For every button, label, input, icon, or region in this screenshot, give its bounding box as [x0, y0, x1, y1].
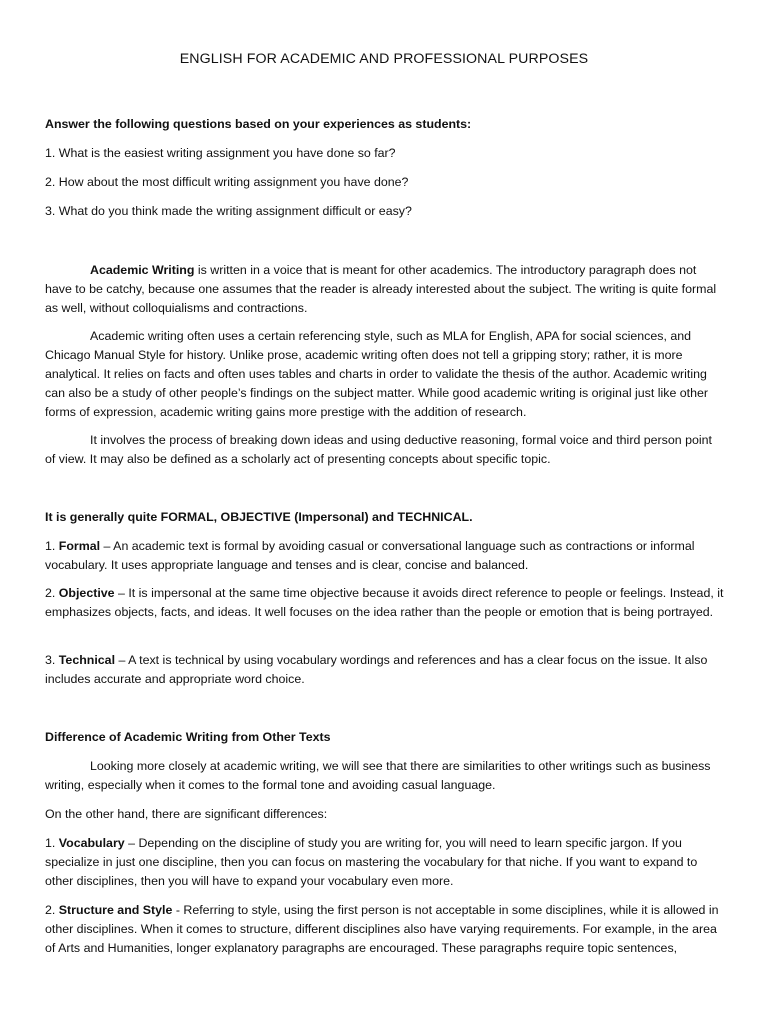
referencing-paragraph: Academic writing often uses a certain referencing style, such as MLA for English, APA for social sciences, and Chicago Manual Style for history. Unlike prose, academic writing often does not tell a gripping story; rather, it is more analytical. It relies on facts and often uses tables and charts in order to validate the thesis of the author. Academic writing can also be a study of other people’s findings on the subject matter. While good academic writing is original just like other forms of expression, academic writing gains more prestige with the addition of research.	[45, 329, 709, 419]
item-text: – It is impersonal at the same time objective because it avoids direct reference to people or feelings. Instead, it emphasizes objects, facts, and ideas. It well focuses on the idea rather than the people or emotion that is being portrayed.	[45, 586, 724, 619]
difference-vocabulary	[45, 834, 725, 891]
characteristic-formal	[45, 537, 725, 575]
item-term: Objective	[58, 586, 115, 600]
item-term: Formal	[58, 539, 101, 553]
item-text: – Depending on the discipline of study you are writing for, you will need to learn specific jargon. If you specialize in just one discipline, then you can focus on mastering the vocabulary for that niche. If you want to expand to other disciplines, then you will have to expand your vocabulary even more.	[45, 836, 698, 888]
document-title: ENGLISH FOR ACADEMIC AND PROFESSIONAL PURPOSES	[179, 51, 589, 67]
item-term: Vocabulary	[58, 836, 125, 850]
academic-writing-term: Academic Writing	[90, 263, 195, 277]
academic-writing-paragraph	[45, 261, 725, 318]
differences-heading: Difference of Academic Writing from Other Texts	[45, 730, 331, 744]
question-3: 3. What do you think made the writing assignment difficult or easy?	[45, 204, 412, 218]
question-1: 1. What is the easiest writing assignment you have done so far?	[45, 146, 396, 160]
item-text: – A text is technical by using vocabulary wordings and references and has a clear focus on the issue. It also includes accurate and appropriate word choice.	[45, 653, 708, 686]
instructions-heading: Answer the following questions based on your experiences as students:	[45, 117, 472, 131]
item-number: 2.	[45, 586, 59, 600]
characteristic-technical	[45, 651, 725, 689]
characteristics-heading: It is generally quite FORMAL, OBJECTIVE (Impersonal) and TECHNICAL.	[45, 510, 473, 524]
item-number: 3.	[45, 653, 59, 667]
characteristic-objective	[45, 584, 725, 622]
differences-transition: On the other hand, there are significant differences:	[45, 807, 328, 821]
question-2: 2. How about the most difficult writing assignment you have done?	[45, 175, 409, 189]
academic-writing-definition: is written in a voice that is meant for other academics. The introductory paragraph does not have to be catchy, because one assumes that the reader is already interested about the subject. The writing is quite formal as well, without colloquialisms and contractions.	[45, 263, 717, 315]
item-text: – An academic text is formal by avoiding casual or conversational language such as contractions or informal vocabulary. It uses appropriate language and tenses and is clear, concise and balanced.	[45, 539, 695, 572]
process-paragraph: It involves the process of breaking down ideas and using deductive reasoning, formal voice and third person point of view. It may also be defined as a scholarly act of presenting concepts about specific topic.	[45, 433, 712, 466]
differences-intro: Looking more closely at academic writing, we will see that there are similarities to other writings such as business writing, especially when it comes to the formal tone and avoiding casual language.	[45, 759, 711, 792]
item-term: Technical	[58, 653, 116, 667]
item-number: 2.	[45, 903, 59, 917]
item-number: 1.	[45, 836, 59, 850]
item-text: - Referring to style, using the first person is not acceptable in some disciplines, while it is allowed in other disciplines. When it comes to structure, different disciplines also have varying requirements. For example, in the area of Arts and Humanities, longer explanatory paragraphs are encouraged. These paragraphs require topic sentences,	[45, 903, 719, 955]
item-term: Structure and Style	[58, 903, 173, 917]
item-number: 1.	[45, 539, 59, 553]
difference-structure-style	[45, 901, 725, 958]
